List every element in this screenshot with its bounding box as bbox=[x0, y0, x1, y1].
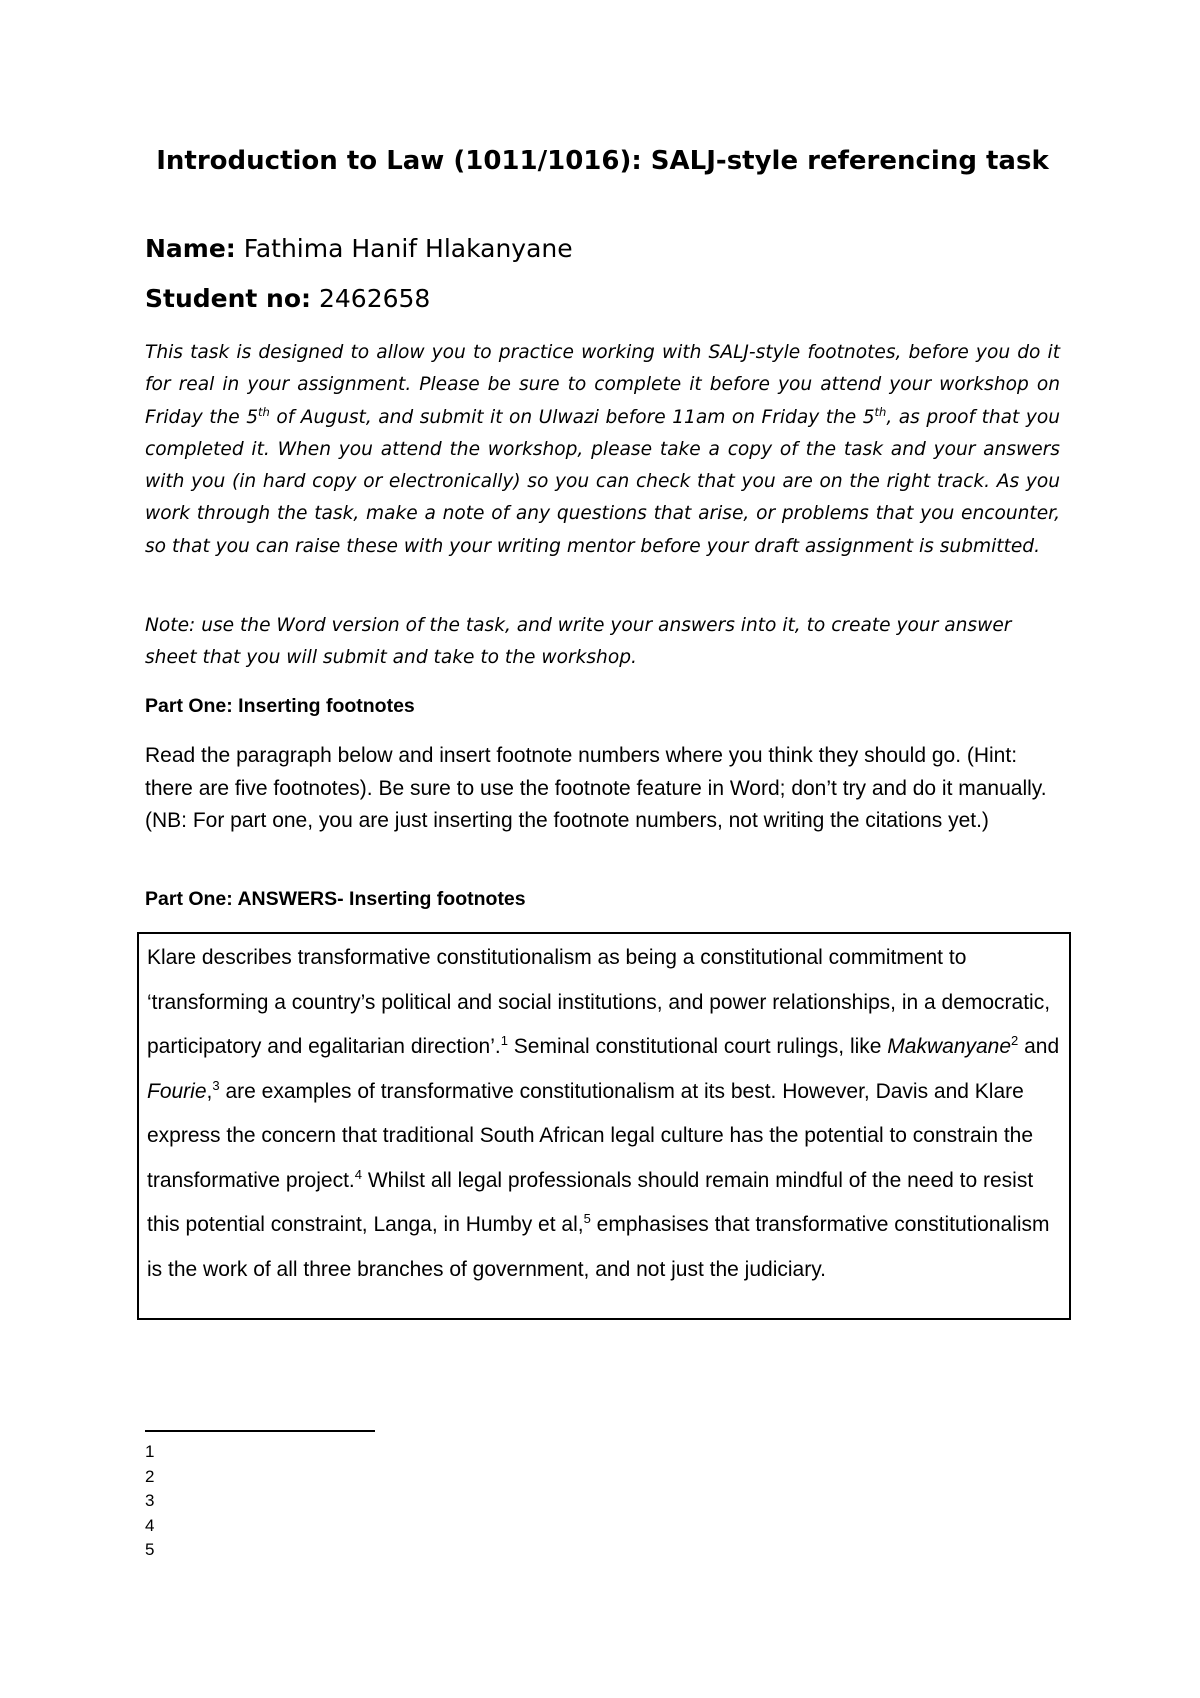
answers-heading: Part One: ANSWERS- Inserting footnotes bbox=[145, 888, 526, 910]
intro-paragraph bbox=[145, 337, 1060, 563]
intro-text-1: This task is designed to allow you to practice working with SALJ-style footnotes, before you do it for real in your assignment. Please be sure to complete it before you attend your workshop on Friday the 5 bbox=[145, 342, 1060, 428]
answer-text-4: , bbox=[206, 1079, 213, 1103]
footnote-separator bbox=[145, 1430, 375, 1432]
answer-text-6: Whilst all legal professionals should remain mindful of the need to resist this potential constraint, Langa, in Humby et al, bbox=[147, 1168, 1034, 1236]
footnote-2: 2 bbox=[145, 1466, 155, 1486]
name-label: Name: bbox=[145, 234, 236, 263]
intro-text-2: of August, and submit it on Ulwazi before 11am on Friday the 5 bbox=[269, 406, 875, 428]
footnote-ref-4: 4 bbox=[354, 1166, 362, 1182]
answer-text-2: Seminal constitutional court rulings, like bbox=[507, 1035, 888, 1058]
student-number-label: Student no: bbox=[145, 284, 312, 313]
answer-text-7: emphasises that transformative constitutionalism is the work of all three branches of government, and not just the judiciary. bbox=[147, 1213, 1050, 1281]
case-name-makwanyane: Makwanyane bbox=[887, 1035, 1012, 1058]
answer-box[interactable] bbox=[137, 932, 1071, 1320]
intro-superscript-2: th bbox=[874, 404, 887, 419]
footnote-ref-1: 1 bbox=[500, 1033, 508, 1048]
student-number-field bbox=[145, 283, 430, 315]
note-paragraph: Note: use the Word version of the task, and write your answers into it, to create your answer sheet that you will submit and take to the workshop. bbox=[145, 615, 1012, 669]
student-number-value: 2462658 bbox=[318, 284, 431, 313]
footnotes-list bbox=[145, 1440, 154, 1563]
part-one-heading: Part One: Inserting footnotes bbox=[145, 695, 415, 717]
case-name-fourie: Fourie bbox=[147, 1079, 207, 1103]
footnote-3: 3 bbox=[145, 1491, 155, 1510]
footnote-5: 5 bbox=[145, 1540, 155, 1559]
footnote-1: 1 bbox=[145, 1442, 155, 1461]
answer-text-5: are examples of transformative constitutionalism at its best. However, Davis and Klare express the concern that traditional South African legal culture has the potential to constrain the transformative project. bbox=[147, 1079, 1034, 1192]
name-field bbox=[145, 233, 573, 265]
answer-text-1: Klare describes transformative constitutionalism as being a constitutional commitment to ‘transforming a country’s political and social institutions, and power relationships, in a democratic, participatory and egalitarian direction’. bbox=[147, 946, 1051, 1058]
document-title: Introduction to Law (1011/1016): SALJ-style referencing task bbox=[156, 146, 1049, 176]
footnote-ref-5: 5 bbox=[583, 1211, 591, 1226]
footnote-4: 4 bbox=[145, 1515, 155, 1535]
intro-superscript-1: th bbox=[258, 404, 270, 419]
answer-paragraph bbox=[147, 936, 1061, 1292]
footnote-ref-2: 2 bbox=[1011, 1033, 1019, 1048]
footnote-ref-3: 3 bbox=[212, 1077, 220, 1093]
name-value: Fathima Hanif Hlakanyane bbox=[243, 234, 573, 263]
intro-text-3: , as proof that you completed it. When you attend the workshop, please take a copy of the task and your answers with you (in hard copy or electronically) so you can check that you are on the right track. As you work through the task, make a note of any questions that arise, or problems that you encounter, so that you can raise these with your writing mentor before your draft assignment is submitted. bbox=[145, 406, 1061, 557]
part-one-instructions: Read the paragraph below and insert footnote numbers where you think they should go. (Hint: there are five footnotes). Be sure to use the footnote feature in Word; don’t try and do it manually. (NB: For part one, you are just inserting the footnote numbers, not writing the citations yet.) bbox=[145, 744, 1047, 832]
answer-text-3: and bbox=[1018, 1035, 1060, 1058]
